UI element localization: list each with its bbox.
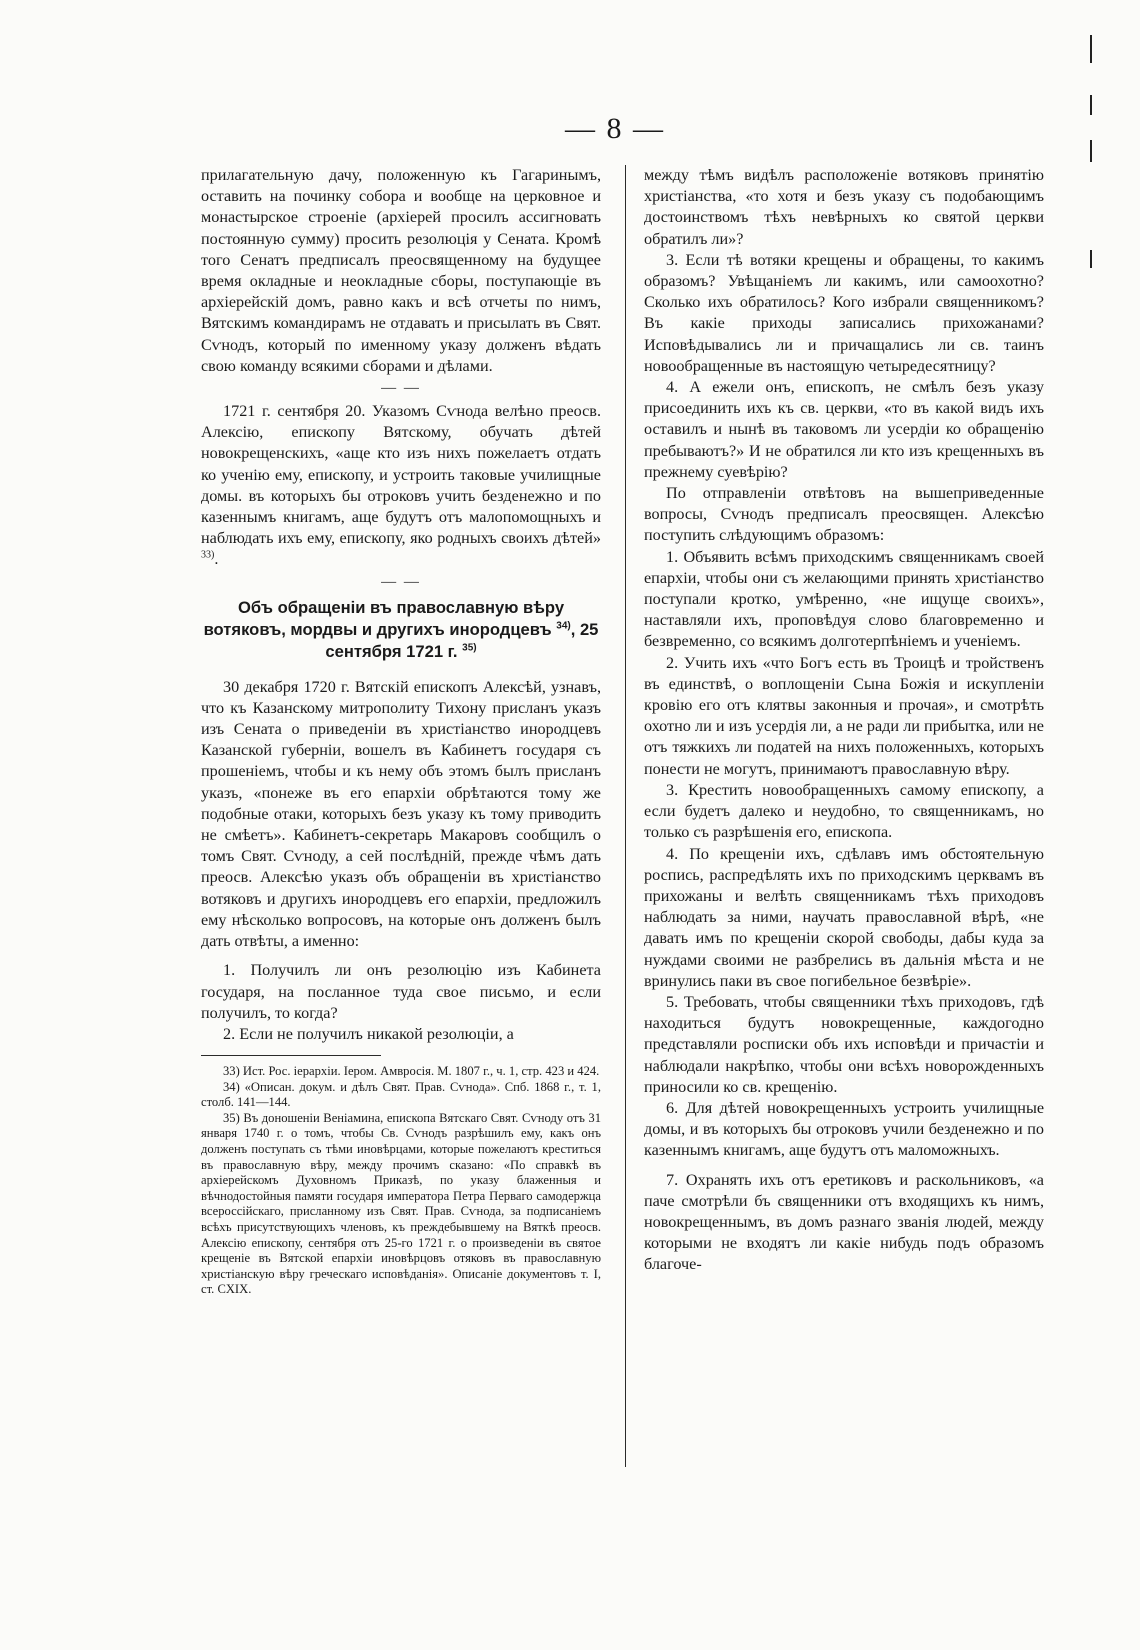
footnote-rule <box>201 1055 381 1056</box>
paragraph: 2. Учить ихъ «что Богъ есть въ Троицѣ и тройственъ въ единствѣ, о воплощеніи Сына Божія и искупленіи кровію его отъ клятвы законныя и прочая», и смотрѣть охотно ли и изъ усердія ли, а не ради ли прибытка, или не отъ тяжкихъ ли податей на нихъ положенныхъ, которыхъ понести не могутъ, принимаютъ православную вѣру. <box>644 653 1044 778</box>
separator: — — <box>381 573 421 590</box>
right-column <box>644 165 1044 1276</box>
column-divider <box>625 165 626 1467</box>
paragraph: 1. Объявить всѣмъ приходскимъ священникамъ своей епархіи, чтобы они съ желающими принять христіанство поступали кротко, умѣренно, «не ищуще своихъ», наставляли ихъ, проповѣдуя слово благовременно и безвременно, со всякимъ долготерпѣніемъ и ученіемъ. <box>644 547 1044 651</box>
paragraph: По отправленіи отвѣтовъ на вышеприведенные вопросы, Сѵнодъ предписалъ преосвящен. Алексѣю поступить слѣдующимъ образомъ: <box>644 484 1044 545</box>
paragraph: 3. Крестить новообращенныхъ самому епископу, а если будетъ далеко и неудобно, то священникамъ, но только съ разрѣшенія его, епископа. <box>644 780 1044 842</box>
paragraph: прилагательную дачу, положенную къ Гагаринымъ, оставить на починку собора и вообще на церковное и монастырское строеніе (архіерей просилъ ассигновать постоянную сумму) просить резолюція у Сената. Кромѣ того Сенатъ предписалъ преосвященному на будущее время окладные и неокладные сборы, поступающіе въ архіерейскій домъ, равно какъ и всѣ отчеты по нимъ, Вятскимъ командирамъ не отдавать и присылать въ Свят. Сѵнодъ, который по именному указу долженъ вѣдать свою команду всякими сборами и дѣлами. <box>201 166 601 375</box>
footnotes <box>201 1064 601 1298</box>
paragraph: 5. Требовать, чтобы священники тѣхъ приходовъ, гдѣ находиться будутъ новокрещенные, каждогодно представляли росписки объ ихъ исповѣди и причастіи и наблюдали накрѣпко, чтобы они всѣхъ новорожденныхъ приносили ко св. крещенію. <box>644 992 1044 1096</box>
paragraph: 30 декабря 1720 г. Вятскій епископъ Алексѣй, узнавъ, что къ Казанскому митрополиту Тихону присланъ указъ изъ Сената о приведеніи въ христіанство инородцевъ Казанской губерніи, вошелъ въ Кабинетъ государя съ прошеніемъ, чтобы и къ нему объ этомъ былъ присланъ указъ, «понеже въ его епархіи обрѣтаются тому же подобные отаки, которыхъ безъ указу къ тому приводить не смѣетъ». Кабинетъ-секретарь Макаровъ сообщилъ о томъ Свят. Сѵноду, а сей послѣдній, прежде чѣмъ дать преосв. Алексѣю указъ объ обращеніи въ христіанство вотяковъ и другихъ инородцевъ его епархіи, предложилъ ему нѣсколько вопросовъ, на которые онъ долженъ былъ дать отвѣты, а именно: <box>201 677 601 951</box>
margin-mark <box>1090 35 1092 63</box>
section-heading <box>201 597 601 663</box>
left-column <box>201 165 601 1298</box>
paragraph: 6. Для дѣтей новокрещенныхъ устроить училищные домы, и въ которыхъ бы отроковъ учили безденежно и по казеннымъ книгамъ, аще будутъ отъ маломожныхъ. <box>644 1098 1044 1160</box>
paragraph: 3. Если тѣ вотяки крещены и обращены, то какимъ образомъ? Увѣщаніемъ ли какимъ, или самоохотно? Сколько ихъ обратилось? Кого избрали священникомъ? Въ какіе приходы записались прихожанами? Исповѣдывались ли и причащались ли св. таинъ новообращенные въ настоящую четыредесятницу? <box>644 250 1044 375</box>
footnote-ref: 35) <box>462 642 477 654</box>
paragraph: 4. По крещеніи ихъ, сдѣлавъ имъ обстоятельную роспись, распредѣлять ихъ по приходскимъ церквамъ въ прихожаны и велѣть священникамъ тѣхъ приходовъ наблюдать за ними, научать православной вѣрѣ, «не давать имъ по крещеніи скорой свободы, дабы куда за нуждами своими не разбрелись въ дальнія мѣста и не вринулись паки въ свое погибельное безвѣріе». <box>644 844 1044 990</box>
margin-mark <box>1090 95 1092 115</box>
footnote-ref: 34) <box>556 620 571 632</box>
paragraph: 2. Если не получилъ никакой резолюціи, а <box>223 1024 514 1043</box>
paragraph: между тѣмъ видѣлъ расположеніе вотяковъ принятію христіанства, «то хотя и безъ указу съ подобающимъ достоинствомъ тѣхъ невѣрныхъ ко святой церкви обратилъ ли»? <box>644 166 1044 248</box>
page-number: — 8 — <box>565 112 665 145</box>
footnote: 33) Ист. Рос. іерархіи. Іером. Амвросія. М. 1807 г., ч. 1, стр. 423 и 424. <box>223 1064 600 1079</box>
footnote: 34) «Описан. докум. и дѣлъ Свят. Прав. Сѵнода». Спб. 1868 г., т. 1, столб. 141—144. <box>201 1079 601 1110</box>
heading-date: , 25 сентября 1721 г. <box>325 619 599 661</box>
paragraph: 1721 г. сентября 20. Указомъ Сѵнода велѣно преосв. Алексію, епископу Вятскому, обучать дѣтей новокрещенскихъ, «аще кто изъ нихъ пожелаетъ отдать ко ученію ему, епископу, и устроить таковые училищные домы. въ которыхъ бы отроковъ учить безденежно и по казеннымъ книгамъ, аще будутъ отъ малопомощныхъ и наблюдать ихъ ему, епископу, яко родныхъ своихъ дѣтей» $^{33)}$. <box>201 402 601 569</box>
heading-text: Объ обращеніи въ православную вѣру вотяковъ, мордвы и другихъ инородцевъ <box>203 597 565 639</box>
paragraph-text: 1721 г. сентября 20. Указомъ Сѵнода велѣно преосв. Алексію, епископу Вятскому, обучать дѣтей новокрещенскихъ, «аще кто изъ нихъ пожелаетъ отдать ко ученію ему, епископу, и устроить таковые училищные домы. въ которыхъ бы отроковъ учить безденежно и по казеннымъ книгамъ, аще будутъ отъ малопомощныхъ и наблюдать ихъ ему, епископу, яко родныхъ своихъ дѣтей» <box>201 402 601 548</box>
margin-mark <box>1090 250 1092 268</box>
paragraph: 1. Получилъ ли онъ резолюцію изъ Кабинета государя, на посланное туда свое письмо, и если получилъ, то когда? <box>201 961 601 1022</box>
paragraph: 4. А ежели онъ, епископъ, не смѣлъ безъ указу присоединить ихъ къ св. церкви, «то въ какой видъ ихъ оставилъ и нынѣ въ таковомъ ли усердіи ко обращенію пребываютъ?» И не обратился ли кто изъ крещенныхъ въ прежнему суевѣрію? <box>644 378 1044 481</box>
footnote-ref: 33) <box>201 550 215 562</box>
footnote: 35) Въ доношеніи Веніамина, епископа Вятскаго Свят. Сѵноду отъ 31 января 1740 г. о томъ, чтобы Св. Сѵнодъ разрѣшилъ ему, какъ онъ долженъ поступать съ тѣми иновѣрцами, которые пожелаютъ креститься въ православную вѣру, между прочимъ сказано: «По справкѣ въ архіерейскомъ Духовномъ Приказѣ, по указу блаженныя и вѣчнодостойныя памяти государя императора Петра Перваго самодержца всероссійскаго, присланному изъ Свят. Прав. Сѵнода, за подписаніемъ всѣхъ присутствующихъ членовъ, къ преждебывшему на Вяткѣ преосв. Алексію епископу, сентября отъ 25-го 1721 г. о произведеніи въ святое крещеніе въ Вятской епархіи иновѣрцовъ отяковъ въ православную христіанскую вѣру греческаго исповѣданія». Описаніе документовъ т. I, ст. CXIX. <box>201 1110 601 1297</box>
margin-mark <box>1090 140 1092 162</box>
paragraph: 7. Охранять ихъ отъ еретиковъ и раскольниковъ, «а паче смотрѣли бъ священники отъ входящихъ къ нимъ, новокрещеннымъ, въ домъ разнаго званія людей, между которыми не входятъ ли какіе нибудь подъ образомъ благоче- <box>644 1170 1044 1274</box>
separator: — — <box>381 380 421 397</box>
